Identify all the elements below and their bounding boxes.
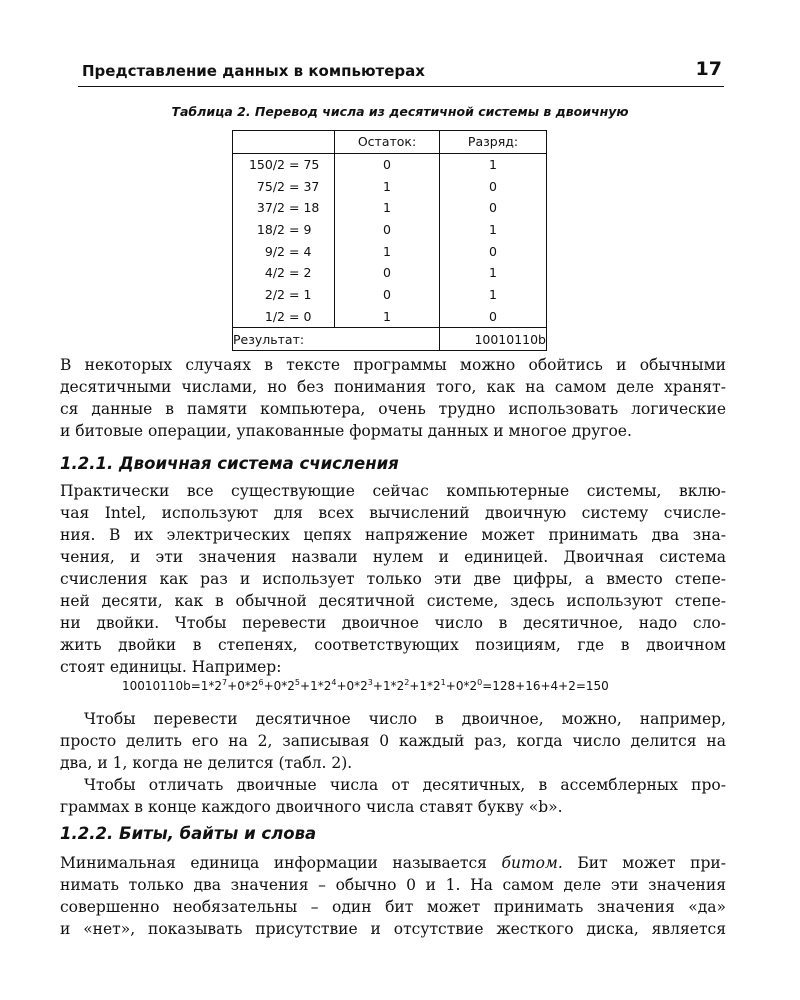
text-line: Чтобы перевести десятичное число в двоичное, можно, например, (84, 710, 726, 728)
digit-cell: 0 (440, 197, 547, 219)
division-op: 2/2 (264, 287, 285, 303)
term-coefficient: 1 (310, 679, 318, 693)
term-coefficient: 0 (273, 679, 282, 693)
division-result: = 4 (289, 243, 312, 259)
formula-term: $0*2^6$ (237, 678, 264, 693)
formula-terms: $1*2^7+0*2^6+0*2^5+1*2^4+0*2^3+1*2^2+1*2^1+0*2^0$ (200, 678, 483, 693)
page-number: 17 (695, 58, 722, 80)
division-op: 1/2 (264, 308, 285, 324)
text-line: десятичными числами, но без понимания того, как на самом деле хранят- (60, 378, 726, 396)
digit-cell: 1 (440, 284, 547, 306)
section-heading-binary: 1.2.1. Двоичная система счисления (60, 454, 399, 473)
division-op: 9/2 (264, 243, 285, 259)
division-op: 150/2 (248, 157, 285, 173)
text-line: совершенно необязательны – один бит может принимать значения «да» (60, 898, 726, 916)
division-result: = 0 (289, 308, 312, 324)
text-line: чая Intel, используют для всех вычислений двоичную систему счисле- (60, 504, 726, 522)
text-span: Бит может при- (562, 854, 727, 872)
header-digit: Разряд: (440, 131, 547, 154)
term-exponent: 4 (331, 678, 337, 687)
conversion-table (232, 130, 547, 351)
division-cell (233, 175, 335, 197)
remainder-cell: 0 (335, 219, 440, 241)
digit-cell: 1 (440, 153, 547, 175)
table-row (233, 219, 547, 241)
table-row (233, 306, 547, 328)
term-coefficient: 0 (237, 679, 245, 693)
remainder-cell: 1 (335, 306, 440, 328)
formula-term: $0*2^0$ (455, 678, 483, 693)
text-line: и «нет», показывать присутствие и отсутствие жесткого диска, является (60, 920, 726, 938)
text-line: и битовые операции, упакованные форматы данных и многое другое. (60, 422, 632, 440)
remainder-cell: 1 (335, 240, 440, 262)
result-row (233, 328, 547, 351)
chapter-title: Представление данных в компьютерах (82, 62, 425, 80)
table-row (233, 284, 547, 306)
table-row (233, 153, 547, 175)
remainder-cell: 1 (335, 175, 440, 197)
division-op: 75/2 (256, 178, 285, 194)
running-header (78, 60, 724, 87)
term-coefficient: 0 (455, 679, 464, 693)
text-line: жить двойки в степенях, соответствующих позициям, где в двоичном (60, 636, 726, 654)
text-line: ней десяти, как в обычной десятичной системе, здесь используют степе- (60, 592, 726, 610)
text-line: нимать только два значения – обычно 0 и 1. На самом деле эти значения (60, 876, 726, 894)
formula-lhs: 10010110b= (122, 679, 201, 693)
table-row (233, 240, 547, 262)
header-cell-empty (233, 131, 335, 154)
formula-term: $1*2^1$ (419, 678, 446, 693)
remainder-cell: 1 (335, 197, 440, 219)
division-cell (233, 284, 335, 306)
text-line: В некоторых случаях в тексте программы можно обойтись и обычными (60, 356, 726, 374)
remainder-cell: 0 (335, 262, 440, 284)
text-line: чения, и эти значения назвали нулем и единицей. Двоичная система (60, 548, 726, 566)
term-coefficient: 1 (200, 679, 209, 693)
term-exponent: 5 (294, 678, 300, 687)
term-coefficient: 0 (346, 679, 355, 693)
division-cell (233, 262, 335, 284)
result-label: Результат: (233, 328, 440, 351)
result-value: 10010110b (440, 328, 547, 351)
division-result: = 2 (289, 265, 312, 281)
table-row (233, 262, 547, 284)
table-header-row (233, 131, 547, 154)
paragraph-decimal-to-binary (60, 708, 726, 774)
digit-cell: 1 (440, 262, 547, 284)
division-result: = 9 (289, 222, 312, 238)
division-result: = 18 (289, 200, 320, 216)
paragraph-bits (60, 852, 726, 940)
division-cell (233, 153, 335, 175)
division-result: = 75 (289, 157, 320, 173)
table-row (233, 175, 547, 197)
digit-cell: 0 (440, 175, 547, 197)
emphasis-term: битом. (501, 854, 563, 872)
text-line: Чтобы отличать двоичные числа от десятичных, в ассемблерных про- (84, 776, 726, 794)
header-remainder: Остаток: (335, 131, 440, 154)
digit-cell: 0 (440, 306, 547, 328)
table-caption: Таблица 2. Перевод числа из десятичной системы в двоичную (171, 104, 629, 119)
formula-term: $1*2^7$ (200, 678, 228, 693)
formula-term: $0*2^3$ (346, 678, 373, 693)
text-line (60, 852, 726, 874)
formula-rhs: =128+16+4+2=150 (482, 679, 609, 693)
term-exponent: 7 (222, 678, 228, 687)
division-op: 18/2 (256, 222, 285, 238)
division-result: = 1 (289, 287, 312, 303)
text-line: Практически все существующие сейчас компьютерные системы, вклю- (60, 482, 726, 500)
text-line: счисления как раз и использует только эти две цифры, а вместо степе- (60, 570, 726, 588)
text-line: ни двойки. Чтобы перевести двоичное число в десятичное, надо сло- (60, 614, 726, 632)
text-line: ния. В их электрических цепях напряжение может принимать два зна- (60, 526, 726, 544)
paragraph-b-suffix (60, 774, 726, 818)
table-row (233, 197, 547, 219)
formula-term: $1*2^4$ (310, 678, 337, 693)
text-line: два, и 1, когда не делится (табл. 2). (60, 754, 353, 772)
remainder-cell: 0 (335, 284, 440, 306)
text-span: Минимальная единица информации называется (60, 854, 502, 872)
digit-cell: 1 (440, 219, 547, 241)
paragraph-binary (60, 480, 726, 678)
text-line: граммах в конце каждого двоичного числа ставят букву «b». (60, 798, 563, 816)
text-line: ся данные в памяти компьютера, очень трудно использовать логические (60, 400, 726, 418)
division-cell (233, 240, 335, 262)
term-exponent: 6 (258, 678, 264, 687)
term-exponent: 3 (367, 678, 373, 687)
division-op: 37/2 (256, 200, 285, 216)
term-coefficient: 1 (382, 679, 391, 693)
division-cell (233, 219, 335, 241)
term-coefficient: 1 (419, 679, 428, 693)
text-line: просто делить его на 2, записывая 0 каждый раз, когда число делится на (60, 732, 726, 750)
term-exponent: 1 (440, 678, 446, 687)
division-cell (233, 306, 335, 328)
remainder-cell: 0 (335, 153, 440, 175)
formula-term: $0*2^5$ (273, 678, 300, 693)
text-line: стоят единицы. Например: (60, 658, 282, 676)
division-op: 4/2 (264, 265, 285, 281)
paragraph-intro (60, 354, 726, 442)
digit-cell: 0 (440, 240, 547, 262)
section-heading-bits: 1.2.2. Биты, байты и слова (60, 824, 317, 843)
term-exponent: 0 (477, 678, 483, 687)
division-cell (233, 197, 335, 219)
division-result: = 37 (289, 178, 320, 194)
formula-term: $1*2^2$ (382, 678, 410, 693)
binary-formula (122, 678, 609, 693)
term-exponent: 2 (404, 678, 410, 687)
